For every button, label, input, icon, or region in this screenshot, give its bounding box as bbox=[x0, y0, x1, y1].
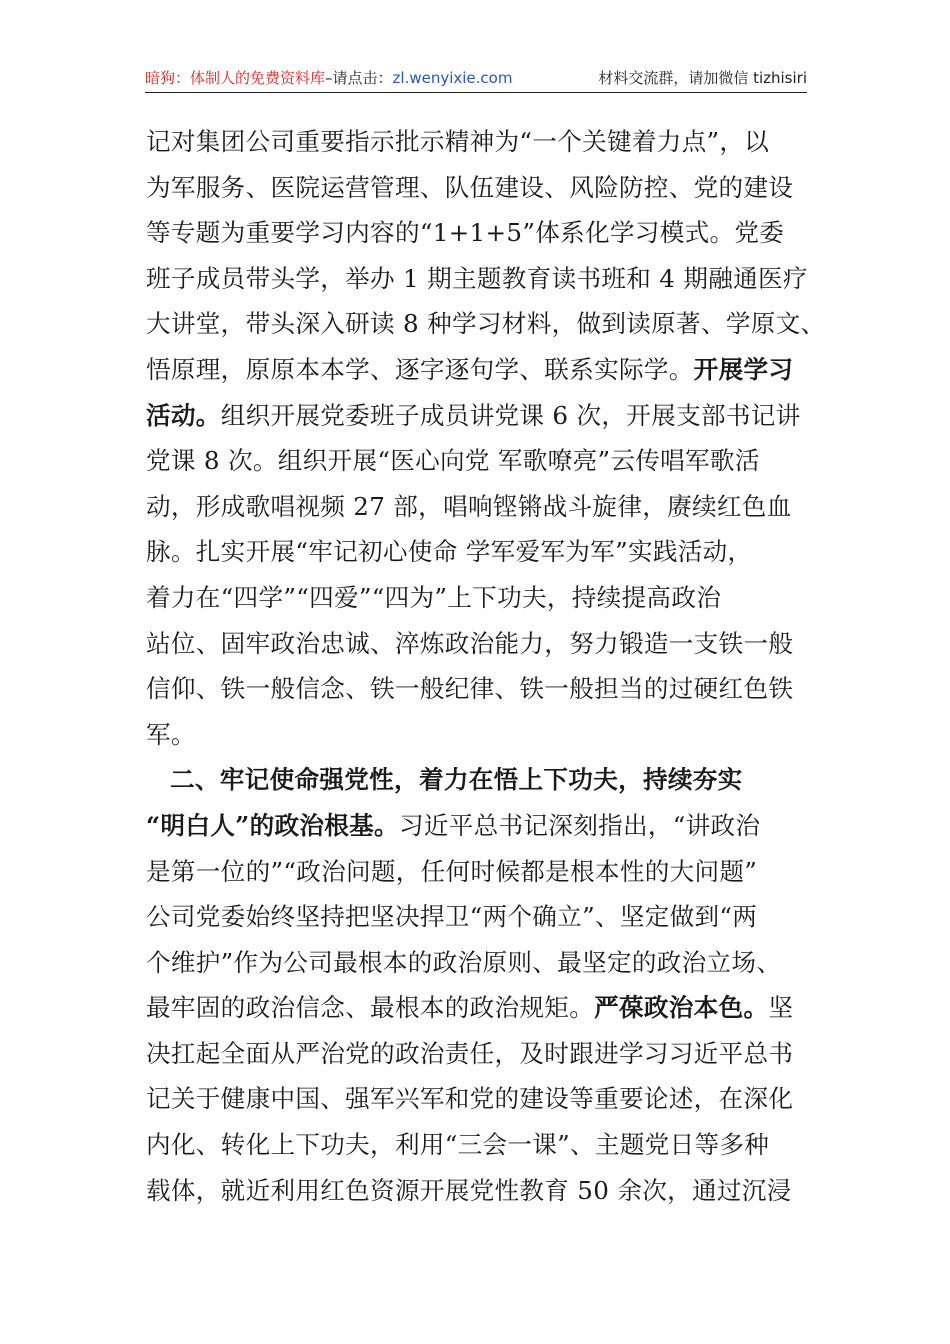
text-segment: 最牢固的政治信念、最根本的政治规矩。 bbox=[146, 993, 595, 1023]
header-brand: 暗狗：体制人的免费资料库 bbox=[145, 69, 326, 87]
text-line bbox=[146, 393, 816, 439]
text-segment: 习近平总书记深刻指出，“讲政治 bbox=[398, 810, 761, 840]
document-body bbox=[146, 119, 826, 1213]
text-line: 党课 8 次。组织开展“医心向党 军歌嘹亮”云传唱军歌活 bbox=[146, 446, 760, 476]
text-line: 决扛起全面从严治党的政治责任，及时跟进学习习近平总书 bbox=[146, 1038, 794, 1068]
text-segment: 悟原理，原原本本学、逐字逐句学、联系实际学。 bbox=[146, 354, 694, 384]
bold-heading: 严葆政治本色。 bbox=[594, 993, 769, 1023]
text-line: 载体，就近利用红色资源开展党性教育 50 余次，通过沉浸 bbox=[146, 1175, 792, 1205]
text-line: 动，形成歌唱视频 27 部，唱响铿锵战斗旋律，赓续红色血 bbox=[146, 491, 792, 521]
header-url-link[interactable]: zl.wenyixie.com bbox=[392, 69, 513, 87]
text-line: 信仰、铁一般信念、铁一般纪律、铁一般担当的过硬红色铁 bbox=[146, 674, 794, 704]
text-line: 记对集团公司重要指示批示精神为“一个关键着力点”，以 bbox=[146, 127, 770, 156]
text-line: 内化、转化上下功夫，利用“三会一课”、主题党日等多种 bbox=[146, 1130, 770, 1160]
section-heading: 二、牢记使命强党性，着力在悟上下功夫，持续夯实 bbox=[170, 765, 743, 795]
text-segment: 组织开展党委班子成员讲党课 6 次，开展支部书记讲 bbox=[220, 400, 801, 430]
text-line: 个维护”作为公司最根本的政治原则、最坚定的政治立场、 bbox=[146, 947, 782, 977]
text-line: 为军服务、医院运营管理、队伍建设、风险防控、党的建设 bbox=[146, 172, 794, 202]
page-header bbox=[145, 66, 807, 93]
text-line: 脉。扎实开展“牢记初心使命 学军爱军为军”实践活动， bbox=[146, 537, 753, 567]
text-line: 军。 bbox=[146, 719, 196, 749]
header-prompt: –请点击： bbox=[325, 69, 393, 87]
text-line: 班子成员带头学，举办 1 期主题教育读书班和 4 期融通医疗 bbox=[146, 263, 808, 293]
bold-heading: 开展学习 bbox=[693, 354, 794, 384]
text-line: 等专题为重要学习内容的“1+1+5”体系化学习模式。党委 bbox=[146, 218, 785, 248]
header-wechat-note: 材料交流群，请加微信 tizhisiri bbox=[598, 69, 807, 87]
text-line: 记关于健康中国、强军兴军和党的建设等重要论述，在深化 bbox=[146, 1084, 794, 1114]
text-line bbox=[146, 985, 816, 1031]
text-line: 大讲堂，带头深入研读 8 种学习材料，做到读原著、学原文、 bbox=[146, 309, 826, 339]
bold-heading: 活动。 bbox=[146, 400, 221, 430]
text-line bbox=[146, 347, 816, 393]
text-line: 着力在“四学”“四爱”“四为”上下功夫，持续提高政治 bbox=[146, 582, 722, 612]
text-line bbox=[146, 803, 816, 849]
text-segment: 坚 bbox=[768, 993, 794, 1023]
section-heading-line bbox=[146, 757, 816, 803]
text-line: 公司党委始终坚持把坚决捍卫“两个确立”、坚定做到“两 bbox=[146, 902, 758, 932]
text-line: 站位、固牢政治忠诚、淬炼政治能力，努力锻造一支铁一般 bbox=[146, 628, 794, 658]
section-heading-continued: “明白人”的政治根基。 bbox=[146, 810, 399, 840]
text-line: 是第一位的”“政治问题，任何时候都是根本性的大问题” bbox=[146, 856, 758, 886]
